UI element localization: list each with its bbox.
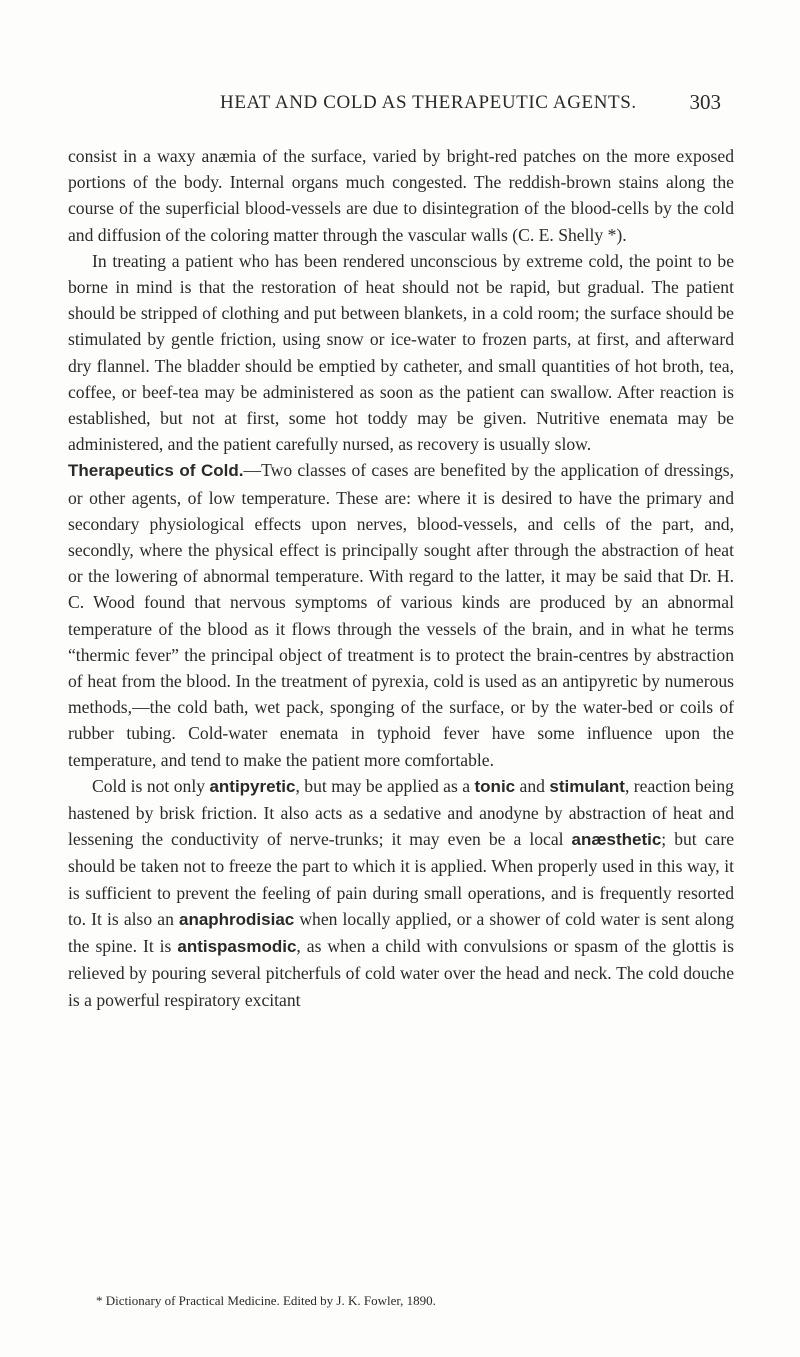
term-tonic: tonic (474, 776, 516, 796)
p4-text-g: when locally applied, or a shower of cold water is sent along the spine. It is (68, 908, 734, 957)
p4-text-h: , as when a child with convulsions or spasm of the glottis is relieved by pouring several pitcherfuls of cold water over the head and neck. The cold douche is a powerful respiratory excitant (68, 936, 734, 1010)
paragraph-3-text: —Two classes of cases are benefited by the application of dressings, or other agents, of low temperature. These are: where it is desired to have the primary and secondary physiological effects upon nerves, blood-vessels, and cells of the part, and, secondly, where the physical effect is principally sought after through the abstraction of heat or the lowering of abnormal temperature. With regard to the latter, it may be said that Dr. H. C. Wood found that nervous symptoms of various kinds are produced by an abnormal temperature of the blood as it flows through the vessels of the brain, and in what he terms “thermic fever” the principal object of treatment is to protect the brain-centres by abstraction of heat from the blood. In the treatment of pyrexia, cold is used as an antipyretic by numerous methods,—the cold bath, wet pack, sponging of the surface, or by the water-bed or coils of rubber tubing. Cold-water enemata in typhoid fever have some influence upon the temperature, and tend to make the patient more comfortable. (68, 460, 734, 770)
paragraph-1: consist in a waxy anæmia of the surface, varied by bright-red patches on the more exposed portions of the body. Internal organs much congested. The reddish-brown stains along the course of the superficial blood-vessels are due to disintegration of the blood-cells by the cold and diffusion of the coloring matter through the vascular walls (C. E. Shelly *). (68, 146, 734, 245)
p4-text-d: and (515, 775, 550, 796)
p4-text-f: ; but care should be taken not to freeze the part to which it is applied. When properly used in this way, it is sufficient to prevent the feeling of pain during small operations, and is frequently resorted to. It is also an (68, 829, 735, 929)
section-heading: Therapeutics of Cold. (68, 461, 244, 481)
term-anaphrodisiac: anaphrodisiac (178, 909, 295, 929)
footnote: * Dictionary of Practical Medicine. Edited by J. K. Fowler, 1890. (96, 1293, 436, 1308)
term-antipyretic: antipyretic (209, 776, 296, 796)
paragraph-2: In treating a patient who has been rendered unconscious by extreme cold, the point to be borne in mind is that the restoration of heat should not be rapid, but gradual. The patient should be stripped of clothing and put between blankets, in a cold room; the surface should be stimulated by gentle friction, using snow or ice-water to frozen parts, at first, and afterward dry flannel. The bladder should be emptied by catheter, and small quantities of hot broth, tea, coffee, or beef-tea may be administered as soon as the patient can swallow. After reaction is established, but not at first, some hot toddy may be given. Nutritive enemata may be administered, and the patient carefully nursed, as recovery is usually slow. (68, 250, 734, 455)
body-text (68, 143, 734, 1013)
p4-text-a: Cold is not only (92, 775, 210, 796)
paragraph-3 (68, 457, 734, 772)
p4-text-e: , reaction being hastened by brisk friction. It also acts as a sedative and anodyne by abstraction of heat and lessening the conductivity of nerve-trunks; it may even be a local (68, 775, 734, 850)
term-stimulant: stimulant (549, 776, 625, 796)
p4-text-c: , but may be applied as a (295, 775, 475, 796)
term-anaesthetic: anæsthetic (571, 830, 662, 850)
paragraph-4 (68, 773, 734, 1013)
term-antispasmodic: antispasmodic (177, 937, 297, 957)
page-number: 303 (689, 90, 721, 114)
running-head: HEAT AND COLD AS THERAPEUTIC AGENTS. (220, 92, 637, 113)
